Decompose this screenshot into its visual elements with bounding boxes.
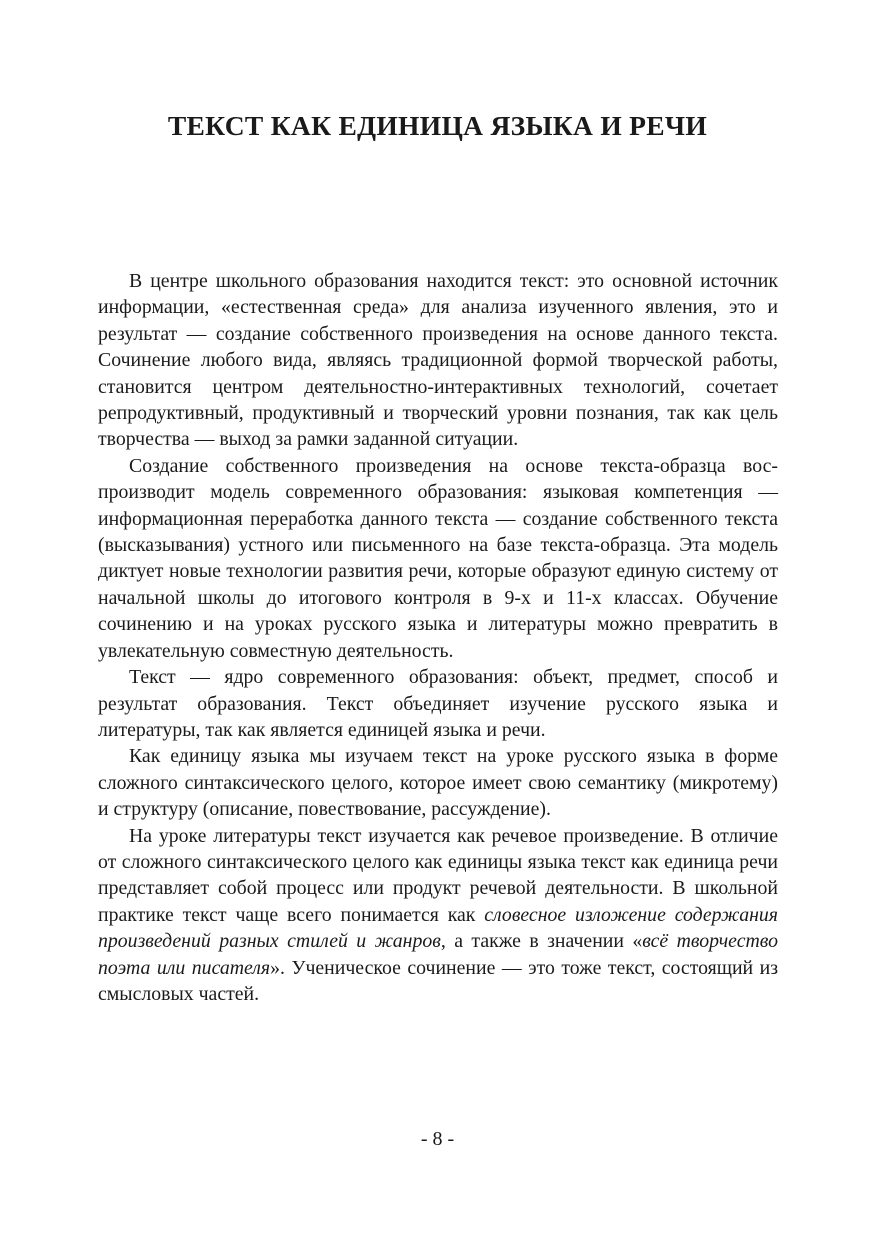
paragraph: В центре школьного образования находится текст: это основной источник информации, «естественная среда» для анализа изученного явления, это и результат — создание собственного произведения на основе данного текста. Сочинение любого вида, являясь традиционной формой творческой работы, становится центром деятельностно-интерактивных технологий, сочетает репродуктивный, продуктивный и творческий уровни познания, так как цель творчества — выход за рамки заданной ситуации. [98,270,778,451]
paragraph-text: ». Ученическое сочинение — это тоже текст, состоящий из смысловых частей. [98,956,779,1005]
body-text [98,268,778,1007]
italic-definition-1: словесное изложение содержания произведений разных стилей и жанров [98,903,778,953]
paragraph: Создание собственного произведения на основе текста-образца воспроизводит модель современного образования: языковая компетенция — информационная переработка данного текста — создание собственного текста (высказывания) устного или письменного на базе текста-образца. Эта модель диктует новые технологии развития речи, которые образуют единую систему от начальной школы до итогового контроля в 9-х и 11-х классах. Обучение сочинению и на уроках русского языка и литературы можно превратить в увлекательную совместную деятельность. [98,454,778,662]
paragraph-text: , а также в значении « [440,930,643,953]
paragraph-text: На уроке литературы текст изучается как речевое произведение. В отличие от сложного синтаксического целого как единицы языка текст как единица речи представляет собой процесс или продукт речевой деятельности. В школьной практике текст чаще всего понимается как [98,824,778,926]
page-title: ТЕКСТ КАК ЕДИНИЦА ЯЗЫКА И РЕЧИ [167,110,708,141]
paragraph: Текст — ядро современного образования: объект, предмет, способ и результат образования. Текст объединяет изучение русского языка и литературы, так как является единицей языка и речи. [98,666,778,741]
page-number: - 8 - [420,1128,455,1150]
paragraph-with-italics [98,823,778,1008]
paragraph: Как единицу языка мы изучаем текст на уроке русского языка в форме сложного синтаксического целого, которое имеет свою семантику (микротему) и структуру (описание, повествование, рассуждение). [98,745,778,821]
italic-definition-2: всё творчество поэта или писателя [98,930,778,979]
